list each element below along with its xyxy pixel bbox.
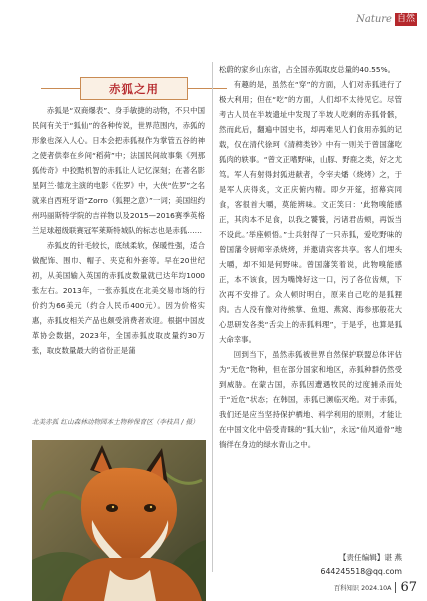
section-label-en: Nature — [356, 14, 392, 25]
body-paragraph: 赤狐皮的针毛较长，底绒柔软，保暖性强，适合做配饰、围巾、帽子、夹克和外套等。早在20世纪初，从美国输入英国的赤狐皮数量就已达年均1000张左右。2013年，一张赤狐皮在北美交易市场的行价约为66美元（约合人民币400元）。因为价格实惠，赤狐皮相关产品也颇受消费者欢迎。根据中国皮革协会数据，2023年，全国赤狐皮取皮量约30万张，取皮数量最大的省份正是蒲 — [32, 241, 205, 355]
page-number: 67 — [400, 580, 417, 595]
fox-illustration — [32, 440, 206, 601]
body-paragraph: 赤狐是“双商爆表”、身手敏捷的动物，不只中国民间有关于“狐仙”的各种传说，世界范围内，赤狐的形象也深入人心。日本会把赤狐视作为掌管五谷的神之使者供奉在乡间“稻荷”中；法国民间故事集《列那狐传奇》中狡黠机智的赤狐让人记忆深刻；在著名影星阿兰·德龙主演的电影《佐罗》中，大侠“佐罗”之名就来自西班牙语“Zorro（狐狸之意）”一词；美国纽约州玛丽斯特学院的吉祥物以及2015—2016赛季英格兰足球超级联赛冠军莱斯特城队的标志也是赤狐…… — [32, 106, 205, 235]
article-title: 赤狐之用 — [109, 81, 159, 96]
article-title-box — [80, 77, 188, 100]
body-paragraph: 回到当下，虽然赤狐被世界自然保护联盟总体评估为“无危”物种，但在部分国家和地区，赤狐种群仍然受到威胁。在蒙古国，赤狐因遭遇牧民的过度捕杀而处于“近危”状态；在韩国，赤狐已濒临灭绝。对于赤狐，我们还是应当坚持保护栖地、科学利用的原则，才能让在中国文化中倍受青睐的“狐大仙”，永远“仙风道骨”地徜徉在身边的绿水青山之中。 — [219, 350, 402, 449]
right-column — [219, 62, 402, 452]
section-tag — [356, 13, 417, 26]
column-divider — [212, 62, 213, 572]
magazine-issue: 百科知识 2024.10A — [333, 585, 392, 592]
footer-separator — [395, 582, 396, 593]
body-paragraph: 松蔚的家乡山东省，占全国赤狐取皮总量的40.55%。 — [219, 65, 395, 74]
section-label-cn: 自然 — [396, 14, 415, 24]
photo-caption: 北美赤狐 红山森林动物园本土物种保育区（李枝昌 / 摄） — [32, 418, 199, 426]
red-fox-photo — [32, 440, 206, 601]
left-column — [32, 103, 205, 358]
editor-email: 644245518@qq.com — [320, 567, 402, 576]
body-paragraph: 有趣的是，虽然在“穿”的方面，人们对赤狐进行了极大利用；但在“吃”的方面，人们却不太待见它。尽管考古人员在半坡遗址中发现了半坡人吃剩的赤狐骨骸，然而此后，翻遍中国史书，却再难见人们食用赤狐的记载，仅在清代徐珂《清稗类钞》中有一则关于曾国藩吃狐肉的轶事。“曾文正嗜野味，山豚、野鹿之类，好之尤笃。军人有射得封狐进献者，令宰夫燔（烧烤）之，于是军人庆得炙，文正庆俯内精。即夕开筵，招幕宾同食，客很首大嚼，莫能辨味。文正笑曰：‘此物嗅能感正，其肉本不足食，以我之饕餮，污诸君齿颊，再饭当不设此。’举座顿悟。”士兵射得了一只赤狐，爱吃野味的曾国藩令厨师宰杀烧烤，并邀请宾客共享。客人们埋头大嚼，却不知是何野味。曾国藩笑着说，此物嗅能感正，本不该食，因为嘴馋好这一口，污了各位齿颊，下次再不安排了。众人顿时明白，原来自己吃的是狐狸肉。古人没有像对待熊掌、鱼翅、燕窝、海参那般花大心思研发各类“舌尖上的赤狐料理”，于是乎，也算是狐大命幸事。 — [219, 80, 402, 344]
page-footer — [334, 580, 417, 595]
editor-credit: 【责任编辑】谌 燕 — [338, 553, 402, 562]
